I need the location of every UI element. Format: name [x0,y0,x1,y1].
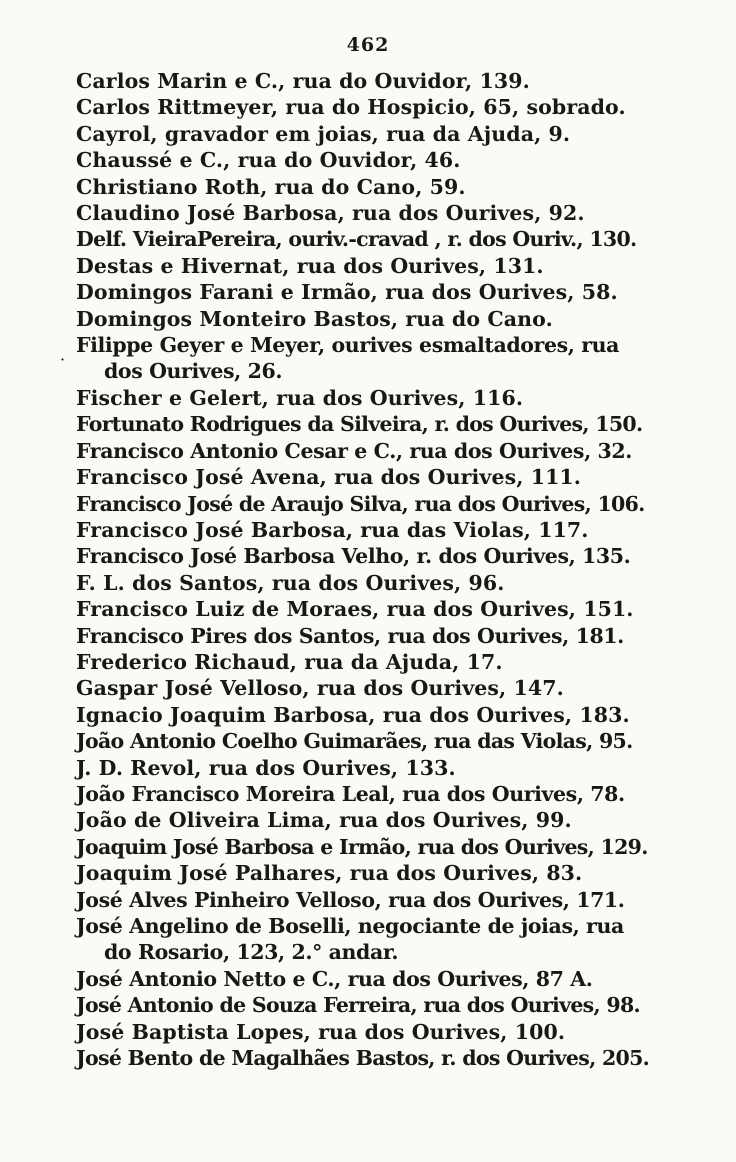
entry-text: Delf. VieiraPereira, ouriv.-cravad , r. dos Ouriv., 130. [76,227,637,252]
margin-mark: · [60,350,66,369]
entry-text: José Baptista Lopes, rua dos Ourives, 100. [76,1019,566,1044]
entry-text: Filippe Geyer e Meyer, ourives esmaltadores, rua [76,333,620,358]
entry-text: Domingos Farani e Irmão, rua dos Ourives, 58. [76,280,618,305]
list-item [76,200,676,226]
entry-text: Fischer e Gelert, rua dos Ourives, 116. [76,385,524,410]
list-item [76,755,676,781]
list-item [76,438,676,464]
list-item [76,675,676,701]
entry-text: Francisco José Barbosa Velho, r. dos Ourives, 135. [76,544,631,569]
list-item [76,728,676,754]
list-item [76,306,676,332]
list-item [76,279,676,305]
entry-text: Fortunato Rodrigues da Silveira, r. dos Ourives, 150. [76,412,643,437]
entry-text: Cayrol, gravador em joias, rua da Ajuda, 9. [76,121,571,146]
list-item [76,781,676,807]
list-item [76,543,676,569]
entry-text: Carlos Rittmeyer, rua do Hospicio, 65, sobrado. [76,95,626,120]
list-item [76,860,676,886]
entry-text: Joaquim José Palhares, rua dos Ourives, 83. [76,861,583,886]
list-item [76,226,676,252]
list-item [76,702,676,728]
entry-text: Francisco José Avena, rua dos Ourives, 111. [76,465,582,490]
page-number: 462 [346,34,390,56]
list-item [76,174,676,200]
entry-text: Frederico Richaud, rua da Ajuda, 17. [76,649,503,674]
entry-continuation: dos Ourives, 26. [104,359,283,384]
entry-text: Ignacio Joaquim Barbosa, rua dos Ourives, 183. [76,702,630,727]
entry-text: Francisco Pires dos Santos, rua dos Ourives, 181. [76,623,624,648]
list-item [76,491,676,517]
list-item [76,623,676,649]
entry-text: João de Oliveira Lima, rua dos Ourives, 99. [76,808,572,833]
entry-text: Destas e Hivernat, rua dos Ourives, 131. [76,253,544,278]
entry-text: José Angelino de Boselli, negociante de joias, rua [76,914,624,938]
entry-text: Francisco José Barbosa, rua das Violas, 117. [76,517,589,542]
entry-text: Francisco José de Araujo Silva, rua dos Ourives, 106. [76,491,645,516]
list-item [76,1045,676,1071]
entry-text: Carlos Marin e C., rua do Ouvidor, 139. [76,69,530,93]
list-item [76,913,676,966]
list-item [76,834,676,860]
entry-text: José Bento de Magalhães Bastos, r. dos Ourives, 205. [76,1046,650,1071]
entry-text: José Antonio de Souza Ferreira, rua dos Ourives, 98. [76,993,640,1018]
entry-text: Claudino José Barbosa, rua dos Ourives, 92. [76,201,585,226]
entry-text: Joaquim José Barbosa e Irmão, rua dos Ourives, 129. [76,834,648,859]
list-item [76,385,676,411]
list-item [76,517,676,543]
entry-text: João Antonio Coelho Guimarães, rua das Violas, 95. [76,729,633,754]
entry-text: Francisco Luiz de Moraes, rua dos Ourives, 151. [76,597,634,622]
list-item [76,992,676,1018]
list-item [76,332,676,385]
list-item [76,147,676,173]
list-item [76,807,676,833]
entry-text: Christiano Roth, rua do Cano, 59. [76,174,466,199]
list-item [76,966,676,992]
list-item [76,1019,676,1045]
list-item [76,596,676,622]
list-item [76,121,676,147]
list-item [76,68,676,94]
list-item [76,464,676,490]
entry-text: João Francisco Moreira Leal, rua dos Ourives, 78. [76,781,625,806]
entry-continuation: do Rosario, 123, 2.° andar. [104,940,399,965]
entry-text: José Antonio Netto e C., rua dos Ourives, 87 A. [76,966,593,991]
entry-text: Francisco Antonio Cesar e C., rua dos Ourives, 32. [76,438,633,463]
entry-text: Domingos Monteiro Bastos, rua do Cano. [76,306,553,331]
entry-text: Chaussé e C., rua do Ouvidor, 46. [76,148,461,173]
list-item [76,411,676,437]
entry-text: F. L. dos Santos, rua dos Ourives, 96. [76,570,505,595]
list-item [76,253,676,279]
list-item [76,94,676,120]
entry-text: J. D. Revol, rua dos Ourives, 133. [76,755,456,780]
list-item [76,887,676,913]
list-item [76,649,676,675]
list-item [76,570,676,596]
entry-text: José Alves Pinheiro Velloso, rua dos Ourives, 171. [76,887,625,912]
entry-text: Gaspar José Velloso, rua dos Ourives, 147. [76,676,564,701]
directory-list [76,68,676,1071]
